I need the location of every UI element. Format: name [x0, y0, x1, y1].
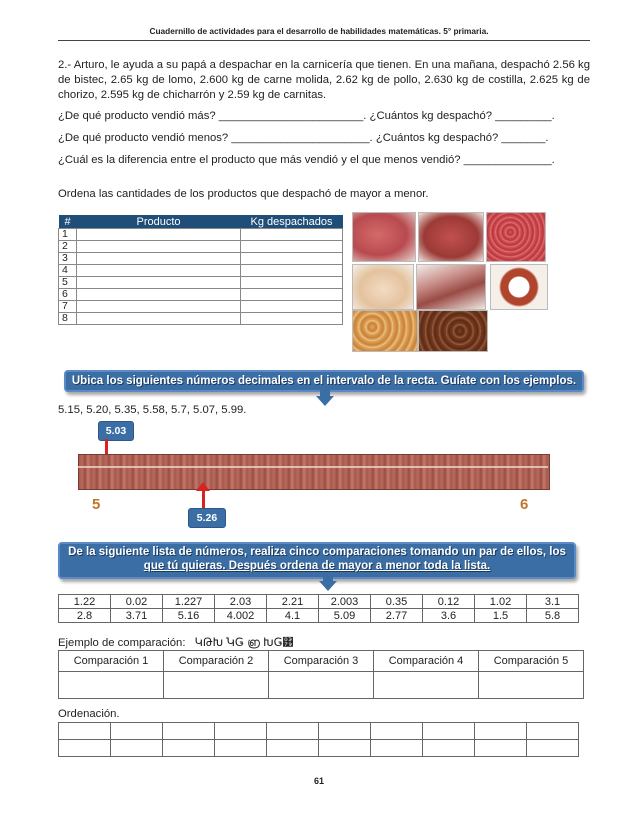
- comparison-banner-line1: De la siguiente lista de números, realiza cinco comparaciones tomando un par de ellos, los: [68, 546, 566, 558]
- comparison-example-label: Ejemplo de comparación:: [58, 637, 186, 649]
- example-arrow-526: [202, 488, 205, 508]
- comparison-5-header: Comparación 5: [479, 651, 584, 672]
- number-line-end: 6: [520, 496, 529, 513]
- table-row: [59, 740, 579, 757]
- question-difference: ¿Cuál es la diferencia entre el producto que más vendió y el que menos vendió? ______________.: [58, 154, 555, 166]
- col-product-header: Producto: [77, 215, 241, 229]
- chorizo-photo: [490, 264, 548, 310]
- comparison-4-answer[interactable]: [374, 672, 479, 699]
- ordering-table: [58, 722, 579, 757]
- numbers-table: [58, 594, 579, 623]
- question-least: ¿De qué producto vendió menos? ______________________. ¿Cuántos kg despachó? _______.: [58, 132, 549, 144]
- example-arrowhead-526: [196, 482, 210, 491]
- page-number: 61: [313, 776, 324, 786]
- lomo-photo: [418, 212, 484, 262]
- header-rule: [58, 40, 590, 41]
- table-row: 4: [59, 265, 343, 277]
- table-row: 2.8 3.71 5.16 4.002 4.1 5.09 2.77 3.6 1.5 5.8: [59, 609, 579, 623]
- table-row: [59, 723, 579, 740]
- comparison-banner-line2: que tú quieras. Después ordena de mayor a menor toda la lista.: [143, 560, 491, 572]
- chicharron-photo: [352, 310, 418, 352]
- example-label-526: 5.26: [188, 508, 226, 528]
- carnitas-photo: [418, 310, 488, 352]
- table-row: 1: [59, 229, 343, 241]
- comparison-instruction-banner: [58, 542, 576, 579]
- comparison-4-header: Comparación 4: [374, 651, 479, 672]
- comparison-2-answer[interactable]: [164, 672, 269, 699]
- comparisons-table: [58, 650, 584, 699]
- bistec-photo: [352, 212, 416, 262]
- table-row: 1.22 0.02 1.227 2.03 2.21 2.003 0.35 0.12 1.02 3.1: [59, 595, 579, 609]
- comparison-1-header: Comparación 1: [59, 651, 164, 672]
- table-row: 8: [59, 313, 343, 325]
- example-label-503: 5.03: [98, 421, 134, 441]
- costilla-photo: [416, 264, 486, 310]
- table-row: [59, 672, 584, 699]
- table-row: 2: [59, 241, 343, 253]
- number-line-center: [78, 466, 548, 468]
- example-arrow-503: [105, 439, 108, 455]
- comparison-2-header: Comparación 2: [164, 651, 269, 672]
- col-kg-header: Kg despachados: [241, 215, 343, 229]
- numberline-instruction-banner: Ubica los siguientes números decimales en el intervalo de la recta. Guíate con los ejemplos.: [64, 370, 584, 392]
- comparison-3-answer[interactable]: [269, 672, 374, 699]
- problem-text: 2.- Arturo, le ayuda a su papá a despachar en la carnicería que tienen. En una mañana, despachó 2.56 kg de bistec, 2.65 kg de lomo, 2.600 kg de carne molida, 2.62 kg de pollo, 2.630 kg de costilla, 2.625 kg de chorizo, 2.595 kg de chicharrón y 2.59 kg de carnitas.: [58, 59, 590, 101]
- comparison-1-answer[interactable]: [59, 672, 164, 699]
- comparison-example-expression: ԿԹԽܶ ԿǤ ൏ ԽǤ͹: [194, 636, 294, 649]
- col-number-header: #: [59, 215, 77, 229]
- table-row: 7: [59, 301, 343, 313]
- table-row: 5: [59, 277, 343, 289]
- carne-molida-photo: [486, 212, 546, 262]
- table-row: 3: [59, 253, 343, 265]
- number-line-start: 5: [92, 496, 101, 513]
- comparison-arrow: [319, 581, 337, 591]
- comparison-3-header: Comparación 3: [269, 651, 374, 672]
- ordering-label: Ordenación.: [58, 708, 120, 720]
- pollo-photo: [352, 264, 414, 310]
- page-header: Cuadernillo de actividades para el desarrollo de habilidades matemáticas. 5° primaria.: [149, 26, 489, 36]
- decimal-numbers-list: 5.15, 5.20, 5.35, 5.58, 5.7, 5.07, 5.99.: [58, 404, 247, 416]
- question-most: ¿De qué producto vendió más? _______________________. ¿Cuántos kg despachó? _________.: [58, 110, 555, 122]
- comparison-5-answer[interactable]: [479, 672, 584, 699]
- product-table: [58, 215, 343, 325]
- table-row: 6: [59, 289, 343, 301]
- banner-arrow: [316, 396, 334, 406]
- number-line-ruler: [78, 454, 550, 490]
- comparison-example: [58, 636, 294, 650]
- order-instruction: Ordena las cantidades de los productos que despachó de mayor a menor.: [58, 188, 429, 200]
